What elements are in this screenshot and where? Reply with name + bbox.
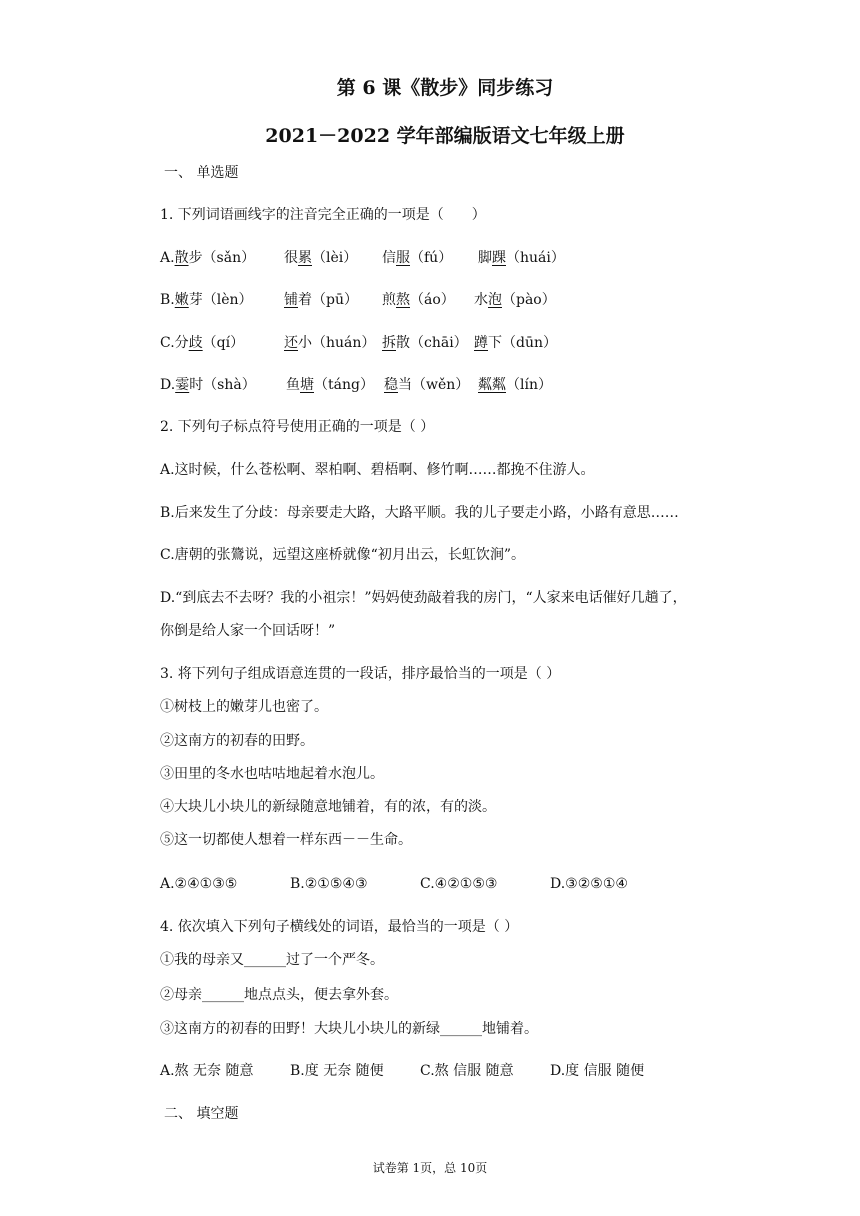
question-2-option-a: A.这时候，什么苍松啊、翠柏啊、碧梧啊、修竹啊……都挽不住游人。	[160, 462, 595, 478]
option-item: 脚踝（huái）	[478, 250, 565, 266]
question-3-sentence-3: ③田里的冬水也咕咕地起着水泡儿。	[160, 766, 384, 782]
question-1-option-a	[160, 248, 760, 268]
section-heading-fill-in: 二、 填空题	[164, 1106, 239, 1122]
question-4-option-b: B.度 无奈 随便	[290, 1063, 384, 1079]
question-3-sentence-4: ④大块儿小块儿的新绿随意地铺着，有的浓，有的淡。	[160, 799, 496, 815]
question-1-option-d	[160, 375, 760, 395]
question-3-option-a: A.②④①③⑤	[160, 876, 238, 892]
option-item: 信服（fú）	[382, 250, 453, 266]
question-3-option-b: B.②①⑤④③	[290, 876, 368, 892]
page-footer: 试卷第 1页，总 10页	[372, 1161, 488, 1175]
option-item: 煎熬（áo）	[382, 292, 455, 308]
option-item: 铺着（pū）	[284, 292, 358, 308]
question-3-sentence-5: ⑤这一切都使人想着一样东西－－生命。	[160, 832, 412, 848]
option-item: B.嫩芽（lèn）	[160, 292, 253, 308]
question-3-sentence-2: ②这南方的初春的田野。	[160, 733, 314, 749]
option-item: 很累（lèi）	[284, 250, 358, 266]
question-4-sentence-2: ②母亲______地点点头，便去拿外套。	[160, 987, 398, 1003]
page-title: 第 6 课《散步》同步练习	[336, 77, 554, 99]
question-4-options	[160, 1061, 760, 1081]
option-item: 粼粼（lín）	[478, 377, 552, 393]
question-2-option-b: B.后来发生了分歧：母亲要走大路，大路平顺。我的儿子要走小路，小路有意思……	[160, 505, 679, 521]
section-heading-single-choice: 一、 单选题	[164, 165, 239, 181]
option-item: 鱼塘（táng）	[286, 377, 374, 393]
question-2-option-c: C.唐朝的张鷟说，远望这座桥就像“初月出云，长虹饮涧”。	[160, 547, 525, 563]
question-4-sentence-3: ③这南方的初春的田野！大块儿小块儿的新绿______地铺着。	[160, 1021, 538, 1037]
question-1-option-c	[160, 333, 760, 353]
question-3-option-c: C.④②①⑤③	[420, 876, 498, 892]
option-item: 拆散（chāi）	[382, 335, 468, 351]
option-item: 蹲下（dūn）	[474, 335, 557, 351]
question-1-stem: 1. 下列词语画线字的注音完全正确的一项是（ ）	[160, 207, 486, 223]
option-item: C.分歧（qí）	[160, 335, 245, 351]
question-2-option-d-line1: D.“到底去不去呀？我的小祖宗！”妈妈使劲敲着我的房门，“人家来电话催好几趟了，	[160, 590, 687, 606]
question-2-option-d-line2: 你倒是给人家一个回话呀！”	[160, 623, 336, 639]
question-3-sentence-1: ①树枝上的嫩芽儿也密了。	[160, 699, 328, 715]
option-item: 稳当（wěn）	[384, 377, 470, 393]
option-item: D.霎时（shà）	[160, 377, 256, 393]
question-3-options	[160, 874, 760, 894]
page-subtitle: 2021－2022 学年部编版语文七年级上册	[265, 125, 625, 147]
question-4-stem: 4. 依次填入下列句子横线处的词语，最恰当的一项是（ ）	[160, 919, 519, 935]
question-4-option-d: D.度 信服 随便	[550, 1063, 645, 1079]
question-4-option-a: A.熬 无奈 随意	[160, 1063, 254, 1079]
option-item: 水泡（pào）	[474, 292, 556, 308]
option-item: 还小（huán）	[284, 335, 376, 351]
question-2-stem: 2. 下列句子标点符号使用正确的一项是（ ）	[160, 419, 435, 435]
option-item: A.散步（sǎn）	[160, 250, 256, 266]
question-3-stem: 3. 将下列句子组成语意连贯的一段话，排序最恰当的一项是（ ）	[160, 666, 561, 682]
question-3-option-d: D.③②⑤①④	[550, 876, 628, 892]
question-4-sentence-1: ①我的母亲又______过了一个严冬。	[160, 952, 384, 968]
question-4-option-c: C.熬 信服 随意	[420, 1063, 514, 1079]
question-1-option-b	[160, 290, 760, 310]
